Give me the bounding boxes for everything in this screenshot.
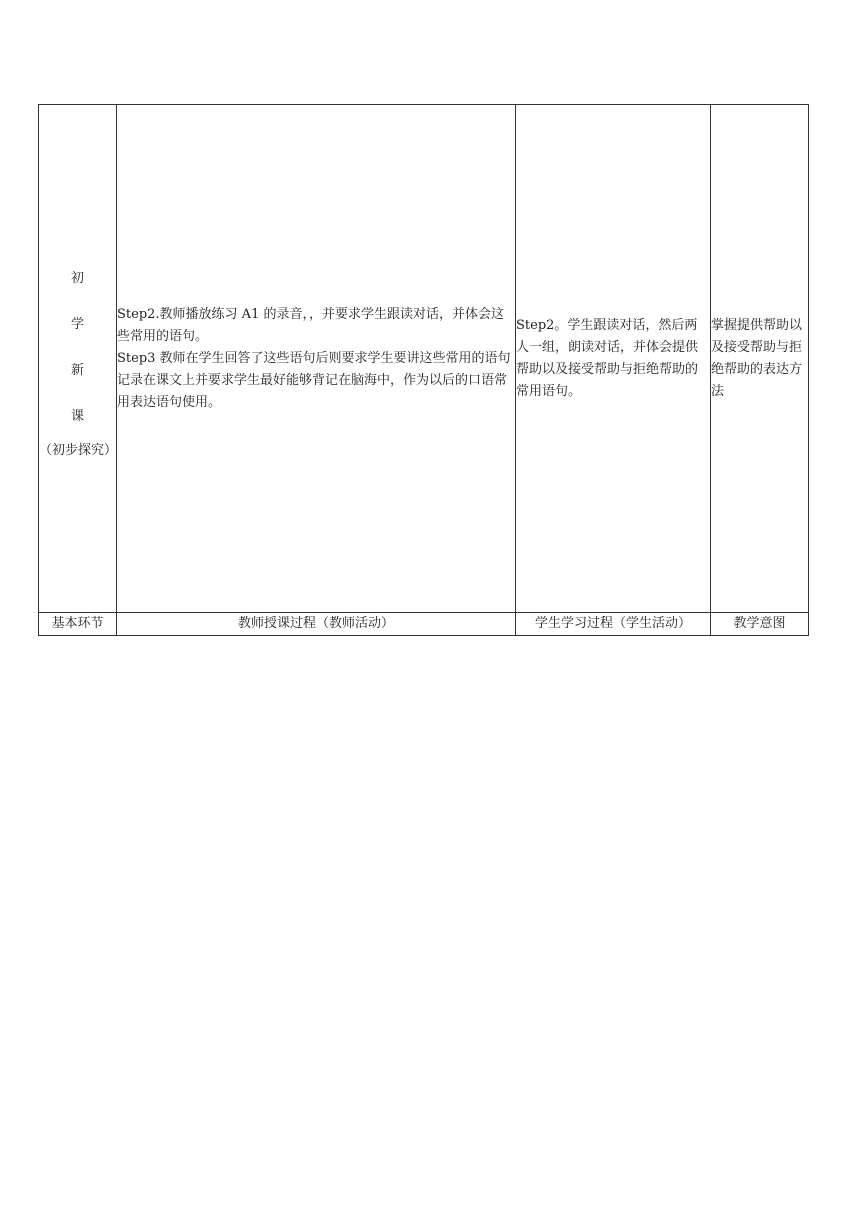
stage-char: 初: [70, 270, 84, 286]
stage-subtitle: （初步探究）: [39, 442, 118, 458]
stage-char: 课: [70, 408, 84, 424]
teacher-step-3: Step3 教师在学生回答了这些语句后则要求学生要讲这些常用的语句记录在课文上并要求学生最好能够背记在脑海中，作为以后的口语常用表达语句使用。: [117, 350, 511, 410]
table-header-row: [39, 613, 809, 636]
student-activity-cell: [516, 105, 711, 613]
header-basic-stage: 基本环节: [39, 613, 117, 636]
teacher-step-2: Step2.教师播放练习 A1 的录音，，并要求学生跟读对话，并体会这些常用的语句。: [117, 306, 504, 344]
lesson-plan-table: [38, 104, 809, 636]
lesson-content-row: [39, 105, 809, 613]
teacher-activity-cell: [117, 105, 516, 613]
stage-cell: [39, 105, 117, 613]
student-step-2: Step2。学生跟读对话，然后两人一组，朗读对话，并体会提供帮助以及接受帮助与拒绝帮助的常用语句。: [516, 317, 699, 399]
stage-char: 新: [70, 362, 84, 378]
header-student-process: 学生学习过程（学生活动）: [516, 613, 711, 636]
header-teacher-process: 教师授课过程（教师活动）: [117, 613, 516, 636]
header-teaching-intent: 教学意图: [711, 613, 809, 636]
teaching-intent-text: 掌握提供帮助以及接受帮助与拒绝帮助的表达方法: [711, 317, 803, 399]
teaching-intent-cell: [711, 105, 809, 613]
stage-char: 学: [70, 316, 84, 332]
